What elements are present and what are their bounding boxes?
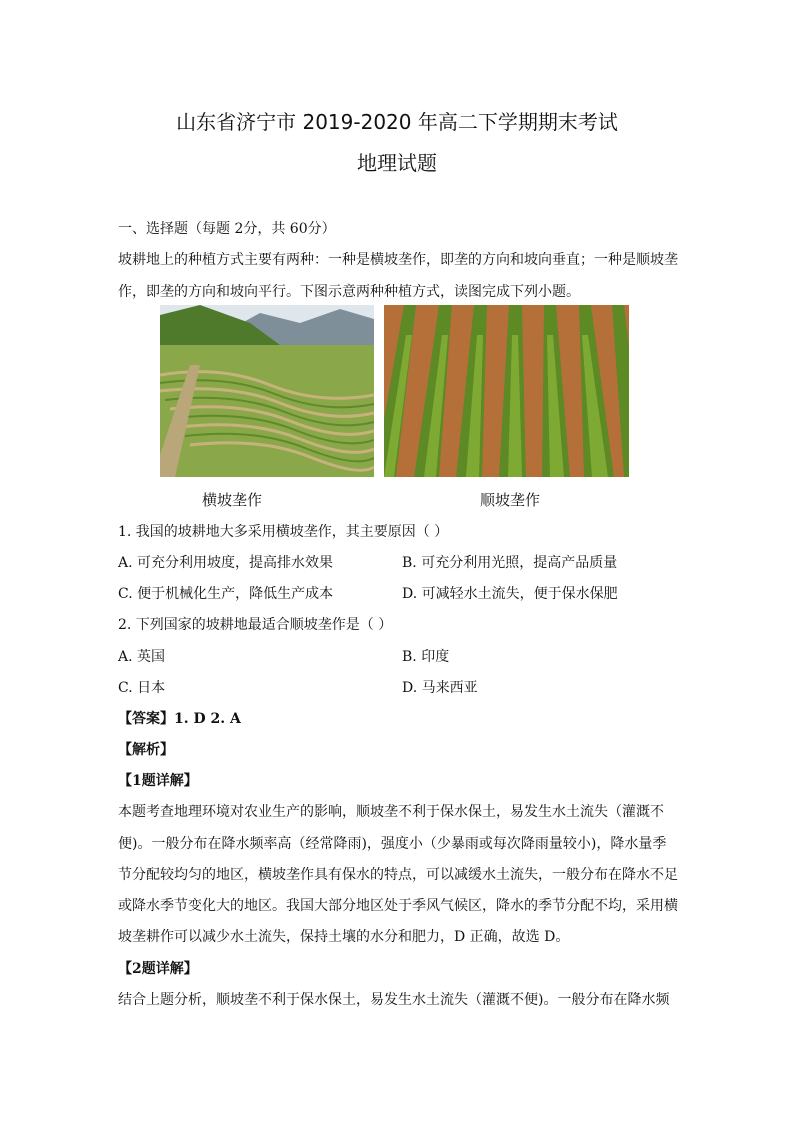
detail-1-line: 本题考查地理环境对农业生产的影响，顺坡垄不利于保水保土，易发生水土流失（灌溉不	[118, 804, 664, 820]
question-1-option-c: C. 便于机械化生产，降低生产成本	[118, 586, 334, 602]
detail-2-heading: 【2题详解】	[118, 961, 198, 977]
question-2-option-b: B. 印度	[402, 649, 450, 665]
question-2-option-c: C. 日本	[118, 680, 166, 696]
question-1-option-d: D. 可减轻水土流失，便于保水保肥	[402, 586, 618, 602]
question-1-option-b: B. 可充分利用光照，提高产品质量	[402, 555, 618, 571]
intro-line-2: 作，即垄的方向和坡向平行。下图示意两种种植方式，读图完成下列小题。	[118, 284, 580, 300]
document-title: 山东省济宁市 2019-2020 年高二下学期期末考试	[176, 110, 618, 134]
question-1-option-a: A. 可充分利用坡度，提高排水效果	[118, 555, 334, 571]
caption-contour: 横坡垄作	[202, 491, 263, 509]
question-2-option-d: D. 马来西亚	[402, 680, 478, 696]
question-2-option-a: A. 英国	[118, 649, 166, 665]
question-1-stem: 1. 我国的坡耕地大多采用横坡垄作，其主要原因（ ）	[118, 524, 449, 540]
contour-ridge-photo	[160, 305, 374, 477]
intro-line-1: 坡耕地上的种植方式主要有两种：一种是横坡垄作，即垄的方向和坡向垂直；一种是顺坡垄	[118, 252, 678, 268]
detail-1-heading: 【1题详解】	[118, 773, 198, 789]
detail-1-line: 或降水季节变化大的地区。我国大部分地区处于季风气候区，降水的季节分配不均，采用横	[118, 898, 678, 914]
document-subtitle: 地理试题	[357, 151, 437, 175]
detail-1-line: 便)。一般分布在降水频率高（经常降雨)，强度小（少暴雨或每次降雨量较小)，降水量季	[118, 836, 667, 852]
section-heading: 一、选择题（每题 2分，共 60分）	[118, 221, 336, 237]
answer-line: 【答案】1. D 2. A	[118, 711, 241, 727]
caption-downslope: 顺坡垄作	[480, 491, 541, 509]
detail-1-line: 坡垄耕作可以减少水土流失，保持土壤的水分和肥力，D 正确，故选 D。	[118, 929, 570, 945]
downslope-ridge-photo	[384, 305, 629, 477]
detail-2-line: 结合上题分析，顺坡垄不利于保水保土，易发生水土流失（灌溉不便)。一般分布在降水频	[118, 992, 670, 1008]
question-2-stem: 2. 下列国家的坡耕地最适合顺坡垄作是（ ）	[118, 617, 393, 633]
analysis-heading: 【解析】	[118, 742, 174, 758]
detail-1-line: 节分配较均匀的地区，横坡垄作具有保水的特点，可以减缓水土流失，一般分布在降水不足	[118, 867, 678, 883]
